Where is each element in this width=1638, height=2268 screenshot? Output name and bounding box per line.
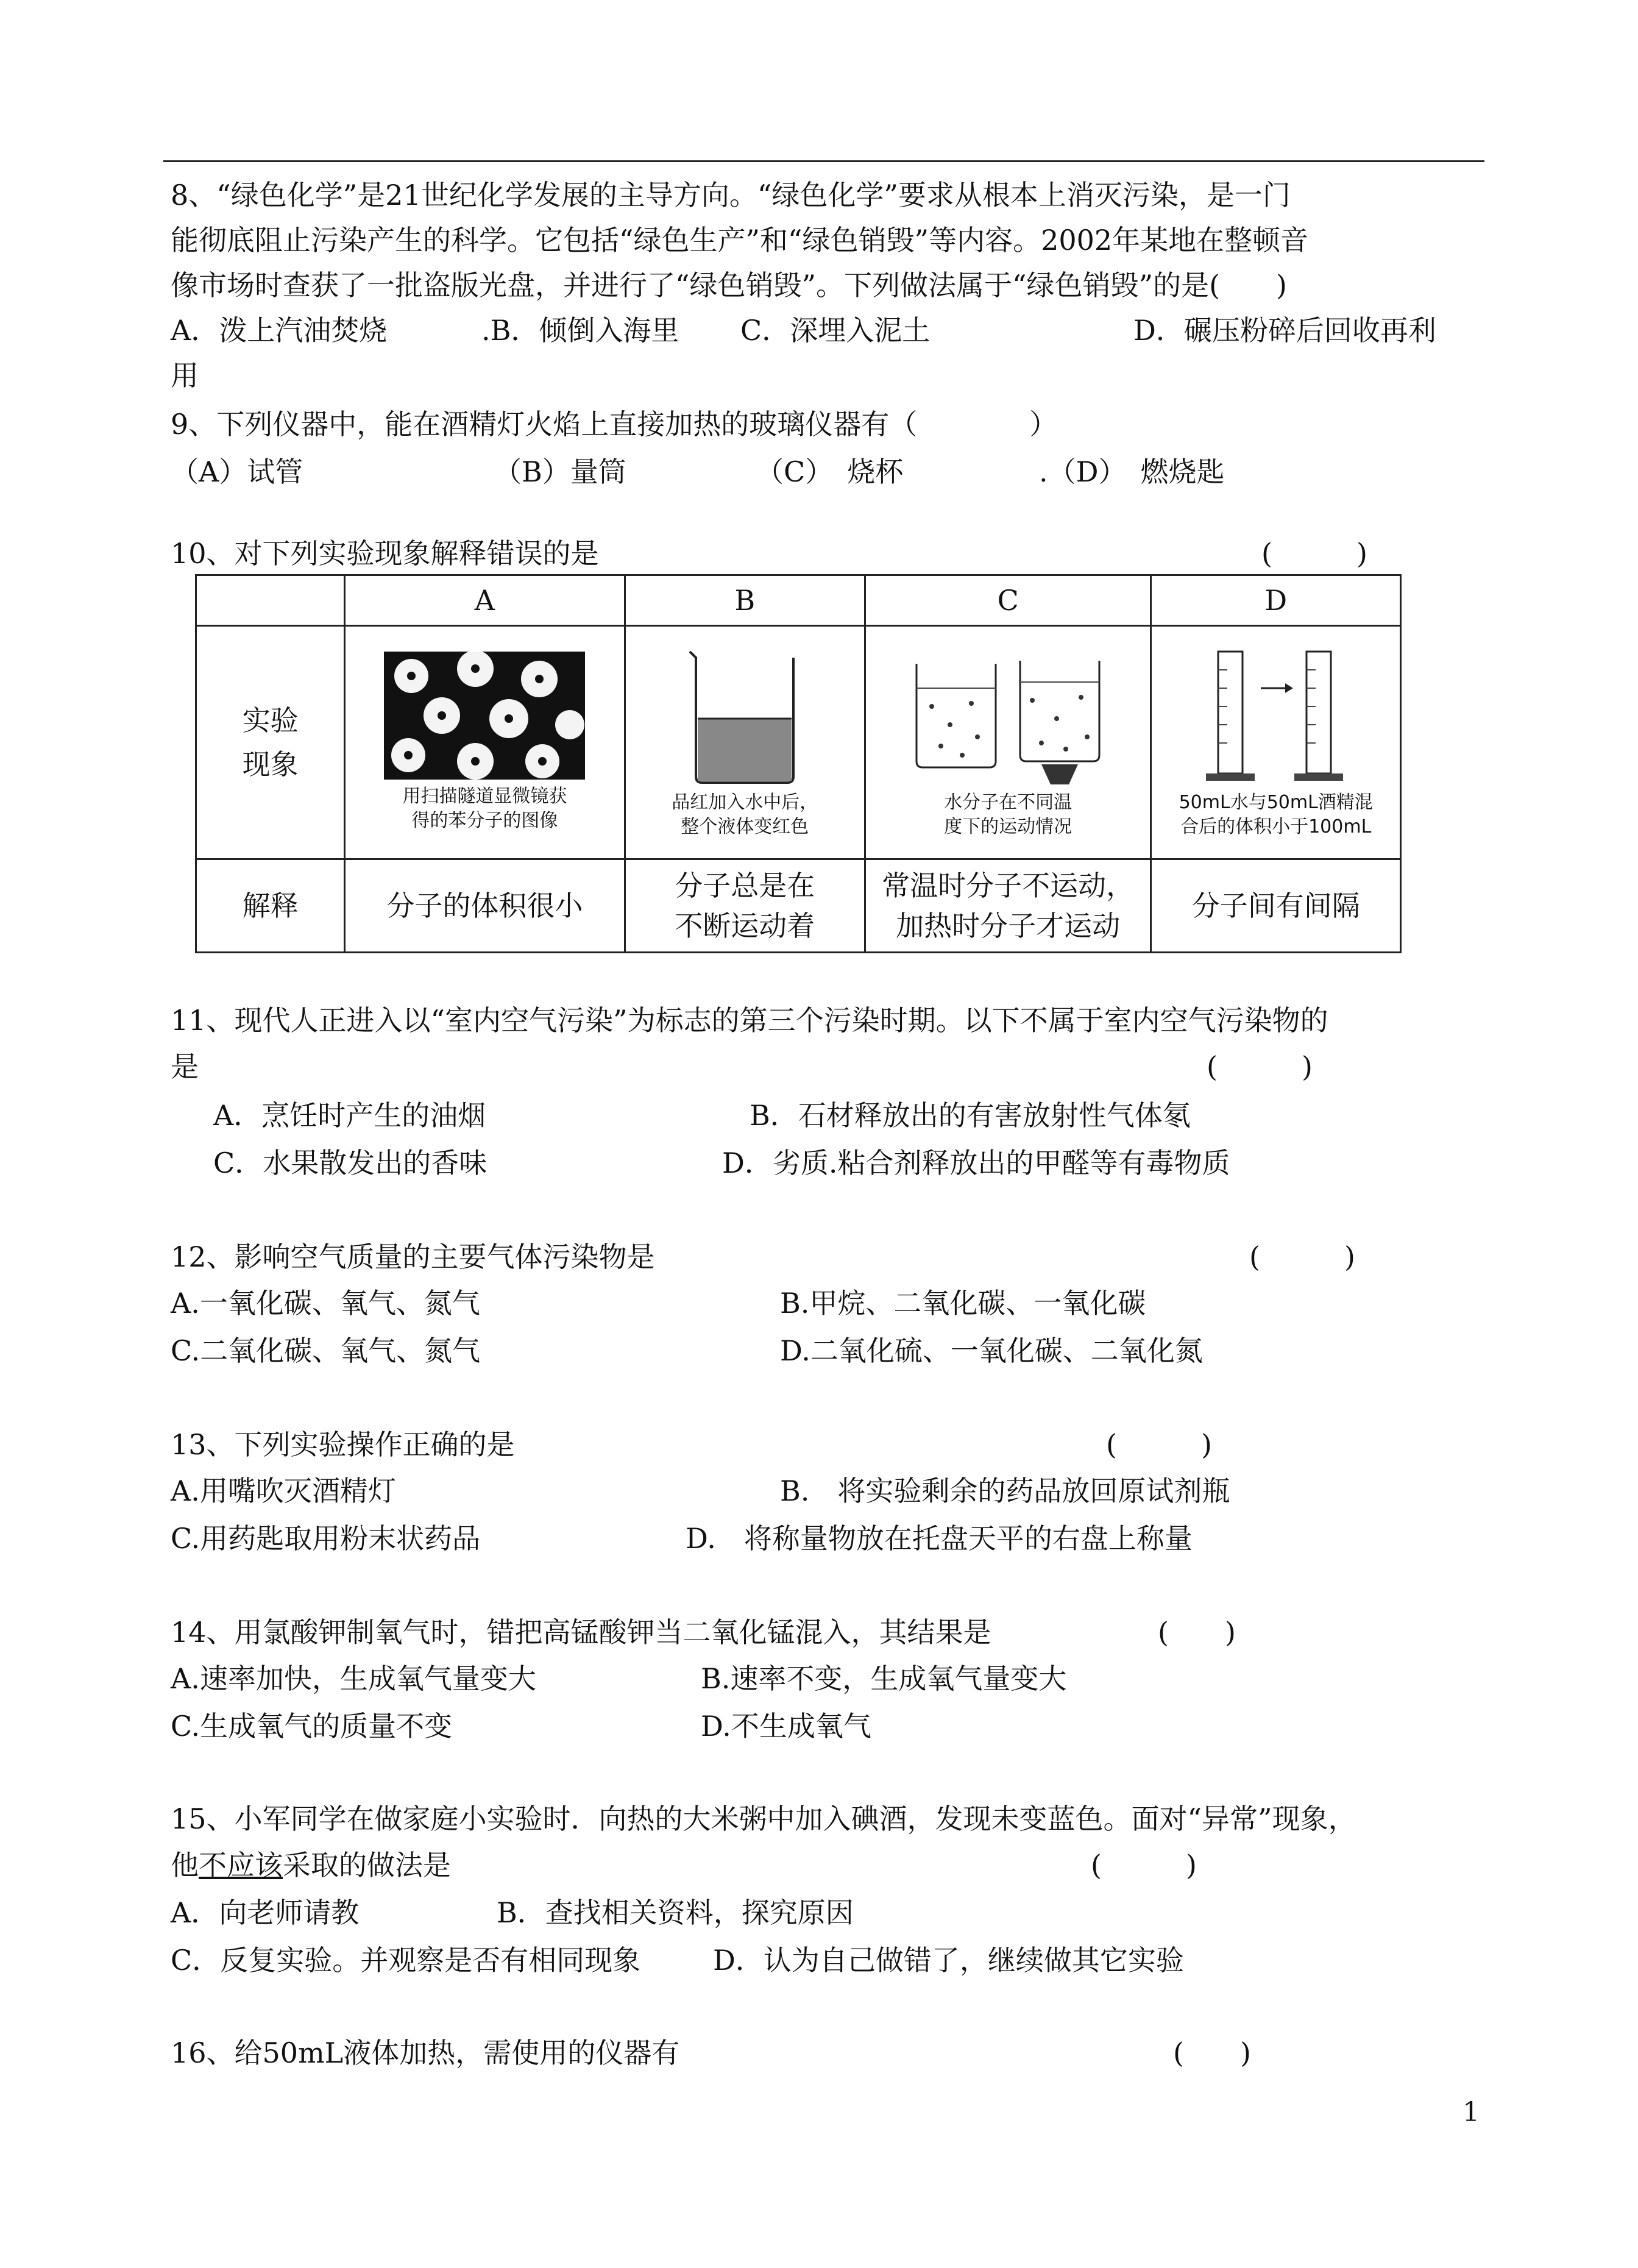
q11-option-a: A．烹饪时产生的油烟 [213,1099,486,1132]
q8-line3: 像市场时查获了一批盗版光盘，并进行了“绿色销毁”。下列做法属于“绿色销毁”的是( ) [171,269,1287,302]
q9-stem: 9、下列仪器中，能在酒精灯火焰上直接加热的玻璃仪器有（ ） [171,408,1058,441]
row-header-explanation: 解释 [196,859,345,953]
col-header-b: B [625,575,865,626]
graduated-cylinders-icon [1185,645,1367,786]
caption-b: 品红加入水中后， 整个液体变红色 [672,792,818,837]
q15-bracket: ( ) [1091,1849,1197,1882]
q15-option-a: A．向老师请教 [171,1896,360,1929]
q13-option-a: A.用嘴吹灭酒精灯 [171,1474,396,1507]
q14-option-c: C.生成氧气的质量不变 [171,1710,453,1743]
two-beakers-icon [904,645,1112,786]
row-header-phenomenon: 实验 现象 [196,626,345,859]
cell-c-image [865,626,1150,859]
q11-bracket: ( ) [1207,1050,1313,1083]
caption-a: 用扫描隧道显微镜获 得的苯分子的图像 [402,786,567,831]
q13-option-c: C.用药匙取用粉末状药品 [171,1522,481,1555]
q9-option-a: （A）试管 [171,455,303,488]
q11-option-c: C．水果散发出的香味 [213,1146,488,1179]
q11-line2: 是 [171,1050,199,1083]
q10-bracket: ( ) [1261,537,1367,570]
q15-line2 [171,1846,451,1885]
q8-line2: 能彻底阻止污染产生的科学。它包括“绿色生产”和“绿色销毁”等内容。2002年某地在整顿音 [171,224,1309,257]
cell-a-image [345,626,625,859]
q15-option-b: B．查找相关资料，探究原因 [497,1896,854,1929]
q12-option-b: B.甲烷、二氧化碳、一氧化碳 [780,1287,1146,1320]
q8-option-b: .B．倾倒入海里 [481,314,679,347]
q14-stem: 14、用氯酸钾制氧气时，错把高锰酸钾当二氧化锰混入，其结果是 [171,1616,991,1649]
q8-option-c: C．深埋入泥土 [740,314,931,347]
experiment-table [195,574,1402,953]
col-header-a: A [345,575,625,626]
q11-option-b: B．石材释放出的有害放射性气体氡 [750,1099,1191,1132]
q14-bracket: ( ) [1158,1616,1236,1649]
q15-line2-underlined: 不应该 [199,1849,283,1882]
caption-c: 水分子在不同温 度下的运动情况 [944,792,1072,837]
q15-line2-post: 采取的做法是 [283,1849,451,1882]
beaker-icon [678,645,812,786]
q15-line1: 15、小军同学在做家庭小实验时．向热的大米粥中加入碘酒，发现未变蓝色。面对“异常”现象， [171,1802,1356,1835]
q16-bracket: ( ) [1173,2036,1251,2069]
cell-b-image [625,626,865,859]
q12-stem: 12、影响空气质量的主要气体污染物是 [171,1240,655,1273]
q14-option-d: D.不生成氧气 [701,1710,871,1743]
caption-d: 50mL水与50mL酒精混 合后的体积小于100mL [1179,792,1373,837]
q9-option-d: .（D） 燃烧匙 [1039,455,1225,488]
q14-option-a: A.速率加快，生成氧气量变大 [171,1662,536,1695]
header-rule [163,160,1484,162]
q13-bracket: ( ) [1106,1428,1212,1461]
q13-stem: 13、下列实验操作正确的是 [171,1428,515,1461]
q8-option-a: A．泼上汽油焚烧 [171,314,388,347]
explanation-b: 分子总是在 不断运动着 [625,859,865,953]
q12-option-d: D.二氧化硫、一氧化碳、二氧化氮 [780,1334,1203,1367]
explanation-a: 分子的体积很小 [345,859,625,953]
q9-option-b: （B）量筒 [494,455,626,488]
q12-option-a: A.一氧化碳、氧气、氮气 [171,1287,480,1320]
explanation-c: 常温时分子不运动， 加热时分子才运动 [865,859,1150,953]
q12-option-c: C.二氧化碳、氧气、氮气 [171,1334,481,1367]
q16-stem: 16、给50mL液体加热，需使用的仪器有 [171,2036,680,2069]
col-header-d: D [1151,575,1401,626]
q10-stem: 10、对下列实验现象解释错误的是 [171,537,599,570]
benzene-stm-image [384,652,585,780]
q12-bracket: ( ) [1249,1240,1355,1273]
q14-option-b: B.速率不变，生成氧气量变大 [701,1662,1067,1695]
q8-line1: 8、“绿色化学”是21世纪化学发展的主导方向。“绿色化学”要求从根本上消灭污染，是一门 [171,179,1291,212]
col-header-c: C [865,575,1150,626]
page-number: 1 [1462,2097,1480,2128]
explanation-d: 分子间有间隔 [1151,859,1401,953]
q15-option-d: D．认为自己做错了，继续做其它实验 [713,1944,1184,1977]
q15-option-c: C．反复实验。并观察是否有相同现象 [171,1944,641,1977]
q11-line1: 11、现代人正进入以“室内空气污染”为标志的第三个污染时期。以下不属于室内空气污染物的 [171,1004,1328,1037]
table-corner-cell [196,575,345,626]
q11-option-d: D．劣质.粘合剂释放出的甲醛等有毒物质 [722,1146,1230,1179]
q13-option-b: B. 将实验剩余的药品放回原试剂瓶 [780,1474,1230,1507]
q13-option-d: D. 将称量物放在托盘天平的右盘上称量 [686,1522,1193,1555]
q9-option-c: （C） 烧杯 [756,455,904,488]
q8-option-d: D．碾压粉碎后回收再利 [1133,314,1436,347]
q8-option-d-cont: 用 [171,359,199,392]
cell-d-image [1151,626,1401,859]
q15-line2-pre: 他 [171,1849,199,1882]
